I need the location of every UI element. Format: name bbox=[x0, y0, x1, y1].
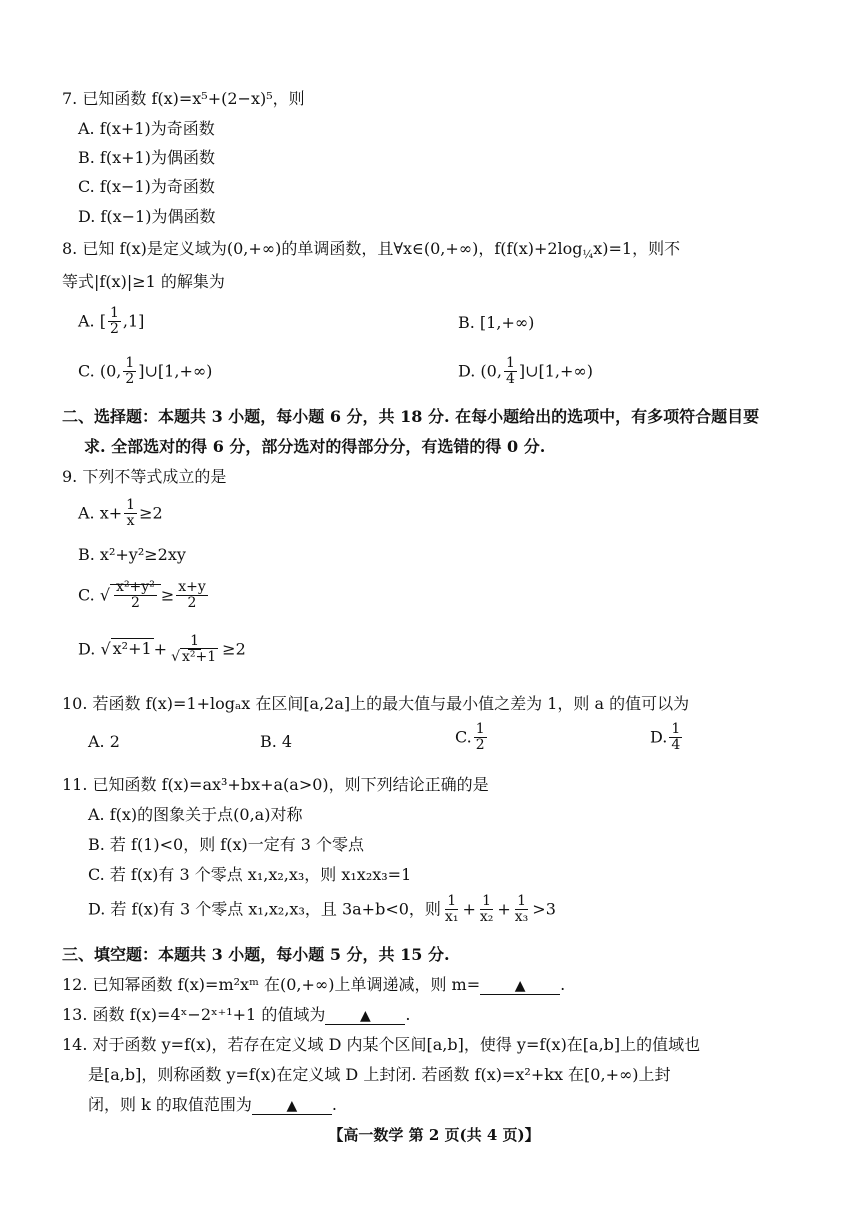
q10-stem: 10. 若函数 f(x)=1+logₐx 在区间[a,2a]上的最大值与最小值之差为 1，则 a 的值可以为 bbox=[62, 694, 690, 713]
q9-option-b: B. x²+y²≥2xy bbox=[78, 545, 186, 564]
q7-option-d: D. f(x−1)为偶函数 bbox=[78, 207, 216, 226]
q14-answer-blank[interactable] bbox=[252, 1098, 332, 1115]
q12-answer-blank[interactable] bbox=[480, 978, 560, 995]
q11-stem: 11. 已知函数 f(x)=ax³+bx+a(a>0)，则下列结论正确的是 bbox=[62, 775, 489, 794]
q13-answer-blank[interactable] bbox=[325, 1008, 405, 1025]
q10-option-c: C. $\frac{1}{2}$ bbox=[455, 721, 485, 754]
q12-stem: 12. 已知幂函数 f(x)=m²xᵐ 在(0,+∞)上单调递减，则 m= ▲ . bbox=[62, 975, 566, 994]
q8-option-d: D. (0, $\frac{1}{4}$ ]∪[1,+∞) bbox=[458, 355, 593, 388]
q11-option-a: A. f(x)的图象关于点(0,a)对称 bbox=[88, 805, 303, 824]
q8-stem-line1: 8. 已知 f(x)是定义域为(0,+∞)的单调函数，且∀x∈(0,+∞)，$f(f(x)+2\log_{\frac{1}{4}}x)=1$，则不 bbox=[62, 239, 681, 262]
q9-option-c: C. √ $\frac{\text{x²+y²}}{2}$ ≥ $\frac{x+y}{2}$ bbox=[78, 579, 206, 612]
q8-stem-line2: 等式|f(x)|≥1 的解集为 bbox=[62, 272, 225, 291]
q14-line3: 闭，则 k 的取值范围为 ▲ . bbox=[88, 1095, 337, 1114]
q8-option-a: A. [ $\frac{1}{2}$ ,1] bbox=[78, 305, 145, 338]
q9-option-d: D. √ x²+1 + $\frac{1}{\text{√ x²+1}}$ ≥2 bbox=[78, 633, 246, 666]
q11-option-c: C. 若 f(x)有 3 个零点 x₁,x₂,x₃，则 x₁x₂x₃=1 bbox=[88, 865, 412, 884]
triangle-marker-icon: ▲ bbox=[514, 978, 526, 994]
log-base: ¼ bbox=[582, 248, 594, 262]
q7-option-c: C. f(x−1)为奇函数 bbox=[78, 177, 215, 196]
q14-line1: 14. 对于函数 y=f(x)，若存在定义域 D 内某个区间[a,b]，使得 y=f(x)在[a,b]上的值域也 bbox=[62, 1035, 701, 1054]
section2-header-line1: 二、选择题：本题共 3 小题，每小题 6 分，共 18 分. 在每小题给出的选项中，有多项符合题目要 bbox=[62, 407, 760, 426]
q8-option-b: B. [1,+∞) bbox=[458, 313, 535, 332]
q11-option-d: D. 若 f(x)有 3 个零点 x₁,x₂,x₃，且 3a+b<0，则 $\frac{1}{\text{x₁}}$ + $\frac{1}{\text{x₂}}$ + $\frac{1}{\text{x₃}}$ >3 bbox=[88, 893, 556, 926]
q9-stem: 9. 下列不等式成立的是 bbox=[62, 467, 227, 486]
q10-option-d: D. $\frac{1}{4}$ bbox=[650, 721, 681, 754]
q7-option-b: B. f(x+1)为偶函数 bbox=[78, 148, 215, 167]
section2-header-line2: 求. 全部选对的得 6 分，部分选对的得部分分，有选错的得 0 分. bbox=[84, 437, 546, 456]
page-footer: 【高一数学 第 2 页(共 4 页)】 bbox=[328, 1126, 540, 1144]
q10-option-b: B. 4 bbox=[260, 732, 293, 751]
triangle-marker-icon: ▲ bbox=[286, 1098, 298, 1114]
q10-option-a: A. 2 bbox=[88, 732, 120, 751]
q14-line2: 是[a,b]，则称函数 y=f(x)在定义域 D 上封闭. 若函数 f(x)=x²+kx 在[0,+∞)上封 bbox=[88, 1065, 671, 1084]
triangle-marker-icon: ▲ bbox=[359, 1008, 371, 1024]
q7-stem: 7. 已知函数 f(x)=x⁵+(2−x)⁵，则 bbox=[62, 89, 305, 108]
section3-header: 三、填空题：本题共 3 小题，每小题 5 分，共 15 分. bbox=[62, 945, 450, 964]
q8-option-c: C. (0, $\frac{1}{2}$ ]∪[1,+∞) bbox=[78, 355, 213, 388]
q13-stem: 13. 函数 f(x)=4ˣ−2ˣ⁺¹+1 的值域为 ▲ . bbox=[62, 1005, 411, 1024]
q11-option-b: B. 若 f(1)<0，则 f(x)一定有 3 个零点 bbox=[88, 835, 365, 854]
q9-option-a: A. x+ $\frac{1}{x}$ ≥2 bbox=[78, 497, 163, 530]
q7-option-a: A. f(x+1)为奇函数 bbox=[78, 119, 215, 138]
